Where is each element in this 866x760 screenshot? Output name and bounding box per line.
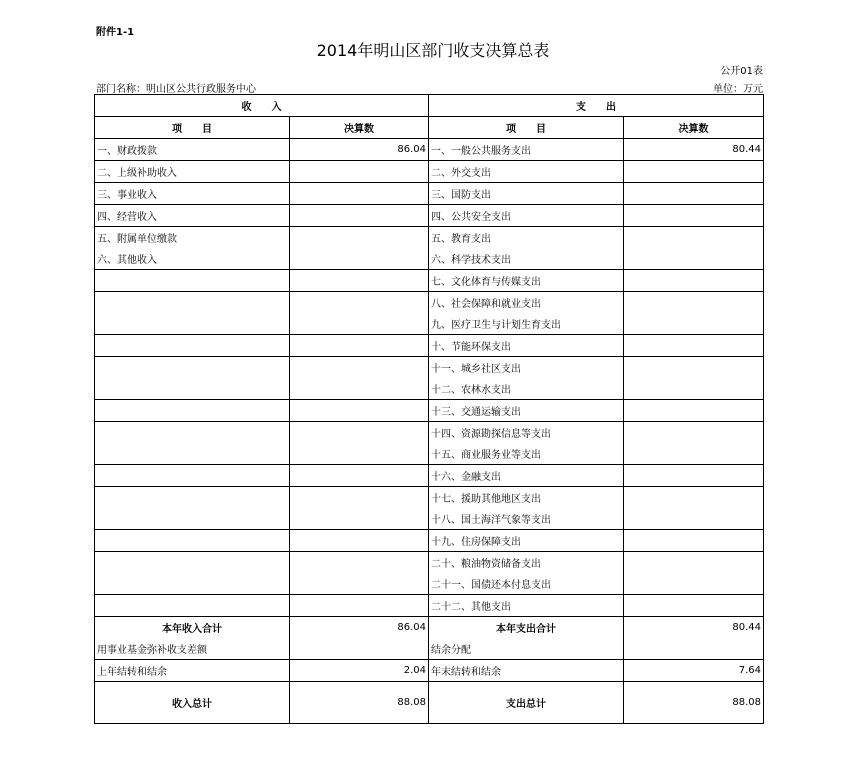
table-row: [95, 270, 764, 292]
income-item: [95, 443, 290, 465]
income-item: [95, 335, 290, 357]
page-title: 2014年明山区部门收支决算总表: [316, 41, 550, 60]
income-item: 六、其他收入: [95, 248, 290, 270]
expense-amount-header: 决算数: [624, 117, 764, 139]
expense-value: [624, 205, 764, 227]
income-total-label: 本年收入合计: [95, 617, 290, 639]
table-row: [95, 292, 764, 314]
income-value: [290, 595, 429, 617]
income-item: [95, 400, 290, 422]
income-value: [290, 443, 429, 465]
expense-value: [624, 292, 764, 314]
form-number: 公开01表: [720, 66, 763, 77]
expense-value: [624, 357, 764, 379]
income-item-header: 项 目: [95, 117, 290, 139]
expense-item: 二、外交支出: [429, 161, 624, 183]
income-item: [95, 357, 290, 379]
income-item: [95, 378, 290, 400]
expense-item: 十二、农林水支出: [429, 378, 624, 400]
expense-item-header: 项 目: [429, 117, 624, 139]
income-item: 二、上级补助收入: [95, 161, 290, 183]
income-item: [95, 595, 290, 617]
table-row: [95, 357, 764, 379]
income-value: [290, 487, 429, 509]
income-item: [95, 573, 290, 595]
expense-value: [624, 161, 764, 183]
income-header: 收 入: [95, 95, 429, 117]
expense-value: [624, 552, 764, 574]
column-header-row: [95, 117, 764, 139]
table-row: [95, 378, 764, 400]
expense-value: [624, 443, 764, 465]
table-row: [95, 595, 764, 617]
department-name: 部门名称：明山区公共行政服务中心: [96, 84, 256, 95]
expense-item: 七、文化体育与传媒支出: [429, 270, 624, 292]
expense-value: [624, 595, 764, 617]
expense-value: [624, 508, 764, 530]
income-item: 三、事业收入: [95, 183, 290, 205]
expense-value: [624, 487, 764, 509]
expense-value: [624, 227, 764, 249]
expense-value: [624, 378, 764, 400]
prev-carryover-value: 2.04: [290, 660, 429, 682]
income-item: 五、附属单位缴款: [95, 227, 290, 249]
income-value: [290, 378, 429, 400]
income-value: [290, 227, 429, 249]
expense-item: 二十一、国债还本付息支出: [429, 573, 624, 595]
expense-total-value: 80.44: [624, 617, 764, 639]
table-row: [95, 573, 764, 595]
expense-value: [624, 183, 764, 205]
expense-item: 六、科学技术支出: [429, 248, 624, 270]
expense-value: [624, 313, 764, 335]
income-amount-header: 决算数: [290, 117, 429, 139]
expense-header: 支 出: [429, 95, 764, 117]
expense-item: 四、公共安全支出: [429, 205, 624, 227]
expense-item: 十三、交通运输支出: [429, 400, 624, 422]
income-value: [290, 422, 429, 444]
expense-value: [624, 422, 764, 444]
income-value: [290, 205, 429, 227]
expense-item: 二十、粮油物资储备支出: [429, 552, 624, 574]
table-row: [95, 227, 764, 249]
expense-value: [624, 270, 764, 292]
income-value: [290, 530, 429, 552]
expense-value: [624, 248, 764, 270]
expense-item: 三、国防支出: [429, 183, 624, 205]
expense-item: 十七、援助其他地区支出: [429, 487, 624, 509]
income-grand-value: 88.08: [290, 682, 429, 724]
fund-label: 用事业基金弥补收支差额: [95, 638, 290, 660]
income-item: [95, 270, 290, 292]
table-row: [95, 313, 764, 335]
expense-total-label: 本年支出合计: [429, 617, 624, 639]
table-row: [95, 530, 764, 552]
income-item: 一、财政拨款: [95, 139, 290, 161]
expense-value: [624, 400, 764, 422]
expense-item: 五、教育支出: [429, 227, 624, 249]
table-row: [95, 443, 764, 465]
income-total-value: 86.04: [290, 617, 429, 639]
expense-item: 一、一般公共服务支出: [429, 139, 624, 161]
year-total-row: [95, 617, 764, 639]
income-value: [290, 335, 429, 357]
carryover-row: [95, 660, 764, 682]
income-value: [290, 465, 429, 487]
section-header-row: [95, 95, 764, 117]
expense-item: 八、社会保障和就业支出: [429, 292, 624, 314]
table-row: [95, 487, 764, 509]
table-row: [95, 183, 764, 205]
income-value: [290, 508, 429, 530]
income-value: [290, 552, 429, 574]
distribution-value: [624, 638, 764, 660]
income-value: [290, 313, 429, 335]
table-row: [95, 139, 764, 161]
expense-value: [624, 530, 764, 552]
expense-item: 十一、城乡社区支出: [429, 357, 624, 379]
income-value: [290, 292, 429, 314]
end-carryover-label: 年末结转和结余: [429, 660, 624, 682]
unit-label: 单位：万元: [713, 84, 763, 95]
table-row: [95, 552, 764, 574]
expense-item: 十、节能环保支出: [429, 335, 624, 357]
income-value: [290, 573, 429, 595]
prev-carryover-label: 上年结转和结余: [95, 660, 290, 682]
expense-value: [624, 465, 764, 487]
table-row: [95, 248, 764, 270]
table-row: [95, 422, 764, 444]
income-item: [95, 292, 290, 314]
income-item: [95, 552, 290, 574]
table-row: [95, 335, 764, 357]
expense-value: [624, 573, 764, 595]
table-row: [95, 465, 764, 487]
income-value: [290, 400, 429, 422]
distribution-label: 结余分配: [429, 638, 624, 660]
income-item: [95, 530, 290, 552]
income-item: [95, 422, 290, 444]
expense-value: [624, 335, 764, 357]
expense-grand-value: 88.08: [624, 682, 764, 724]
budget-summary-table: [94, 94, 764, 724]
end-carryover-value: 7.64: [624, 660, 764, 682]
table-row: [95, 205, 764, 227]
income-item: [95, 465, 290, 487]
income-grand-label: 收入总计: [95, 682, 290, 724]
table-row: [95, 161, 764, 183]
table-row: [95, 400, 764, 422]
income-value: 86.04: [290, 139, 429, 161]
income-value: [290, 183, 429, 205]
income-value: [290, 248, 429, 270]
fund-row: [95, 638, 764, 660]
expense-item: 十九、住房保障支出: [429, 530, 624, 552]
expense-grand-label: 支出总计: [429, 682, 624, 724]
expense-item: 二十二、其他支出: [429, 595, 624, 617]
fund-value: [290, 638, 429, 660]
income-value: [290, 270, 429, 292]
income-item: 四、经营收入: [95, 205, 290, 227]
expense-item: 十四、资源勘探信息等支出: [429, 422, 624, 444]
income-item: [95, 313, 290, 335]
income-item: [95, 487, 290, 509]
expense-value: 80.44: [624, 139, 764, 161]
expense-item: 十八、国土海洋气象等支出: [429, 508, 624, 530]
attachment-label: 附件1-1: [96, 27, 135, 38]
expense-item: 十五、商业服务业等支出: [429, 443, 624, 465]
expense-item: 九、医疗卫生与计划生育支出: [429, 313, 624, 335]
income-value: [290, 357, 429, 379]
table-row: [95, 508, 764, 530]
income-item: [95, 508, 290, 530]
income-value: [290, 161, 429, 183]
grand-total-row: [95, 682, 764, 724]
expense-item: 十六、金融支出: [429, 465, 624, 487]
